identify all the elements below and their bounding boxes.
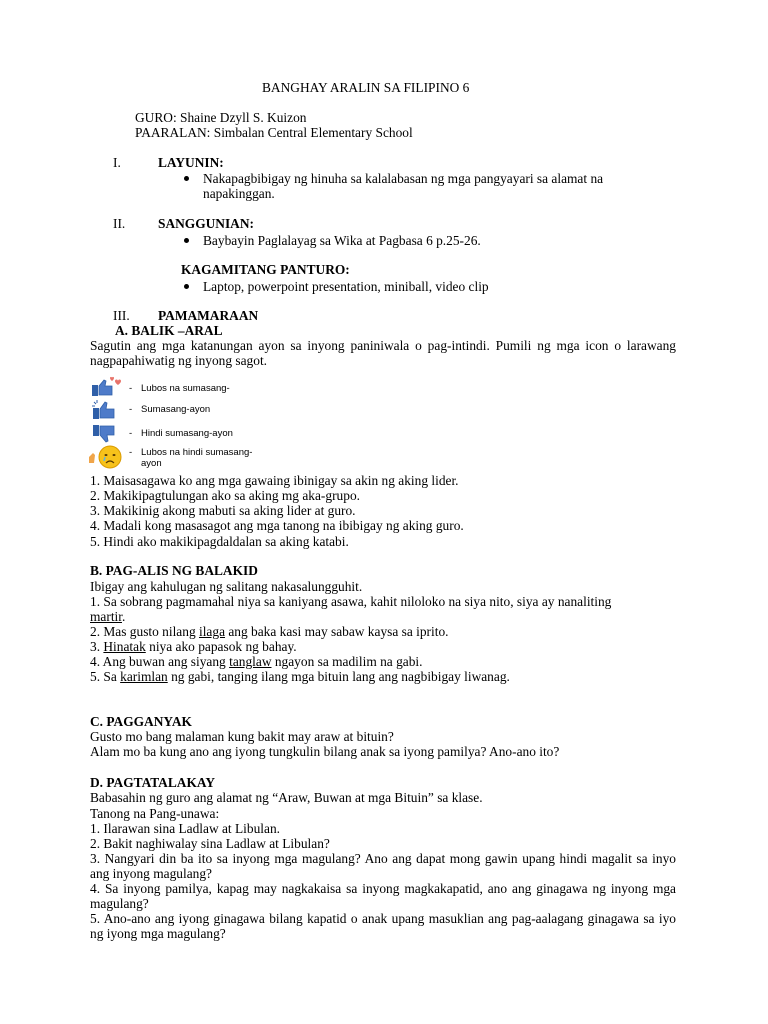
list-item: 5. Hindi ako makikipagdaldalan sa aking katabi. xyxy=(90,534,349,549)
thumbs-up-hearts-icon xyxy=(91,376,125,398)
section-number: II. xyxy=(113,216,126,231)
bullet-icon xyxy=(184,238,189,243)
list-item-cont: martir. xyxy=(90,609,126,624)
list-item: 2. Bakit naghiwalay sina Ladlaw at Libulan? xyxy=(90,836,330,851)
school-line: PAARALAN: Simbalan Central Elementary School xyxy=(135,125,413,140)
objective-text-cont: napakinggan. xyxy=(203,186,275,201)
materials-text: Laptop, powerpoint presentation, miniball, video clip xyxy=(203,279,489,294)
section-heading-layunin: LAYUNIN: xyxy=(158,155,224,170)
list-item: 5. Sa karimlan ng gabi, tanging ilang mga bituin lang ang nagbibigay liwanag. xyxy=(90,669,510,684)
underlined-word: tanglaw xyxy=(229,654,272,669)
list-item: 1. Maisasagawa ko ang mga gawaing ibinigay sa akin ng aking lider. xyxy=(90,473,459,488)
legend-label-agree: Sumasang-ayon xyxy=(141,404,211,415)
legend-dash: - xyxy=(129,428,133,439)
reference-text: Baybayin Paglalayag sa Wika at Pagbasa 6 p.25-26. xyxy=(203,233,481,248)
section-heading-pamamaraan: PAMAMARAAN xyxy=(158,308,259,323)
questions-label: Tanong na Pang-unawa: xyxy=(90,806,220,821)
thumbs-up-icon xyxy=(91,399,121,421)
list-item: 3. Makikinig akong mabuti sa aking lider at guro. xyxy=(90,503,356,518)
subsection-heading-balik-aral: A. BALIK –ARAL xyxy=(115,323,223,338)
discussion-intro: Babasahin ng guro ang alamat ng “Araw, Buwan at mga Bituin” sa klase. xyxy=(90,790,483,805)
subsection-heading-pagtatalakay: D. PAGTATALAKAY xyxy=(90,775,215,790)
list-item: 4. Ang buwan ang siyang tanglaw ngayon sa madilim na gabi. xyxy=(90,654,423,669)
balakid-instruction: Ibigay ang kahulugan ng salitang nakasalungguhit. xyxy=(90,579,363,594)
section-heading-kagamitan: KAGAMITANG PANTURO: xyxy=(181,262,350,277)
subsection-heading-balakid: B. PAG-ALIS NG BALAKID xyxy=(90,563,258,578)
section-number: III. xyxy=(113,308,130,323)
list-item: 3. Hinatak niya ako papasok ng bahay. xyxy=(90,639,297,654)
motivation-question: Gusto mo bang malaman kung bakit may araw at bituin? xyxy=(90,729,394,744)
underlined-word: karimlan xyxy=(120,669,168,684)
document-title: BANGHAY ARALIN SA FILIPINO 6 xyxy=(262,80,470,95)
crying-face-icon xyxy=(86,443,126,471)
legend-label-strongly-disagree-cont: ayon xyxy=(141,458,162,469)
objective-text: Nakapagbibigay ng hinuha sa kalalabasan ng mga pangyayari sa alamat na xyxy=(203,171,604,186)
subsection-heading-pagganyak: C. PAGGANYAK xyxy=(90,714,192,729)
underlined-word: martir xyxy=(90,609,122,624)
bullet-icon xyxy=(184,284,189,289)
list-item: 2. Mas gusto nilang ilaga ang baka kasi may sabaw kaysa sa iprito. xyxy=(90,624,449,639)
motivation-question: Alam mo ba kung ano ang iyong tungkulin bilang anak sa iyong pamilya? Ano-ano ito? xyxy=(90,744,560,759)
bullet-icon xyxy=(184,176,189,181)
thumbs-down-icon xyxy=(92,423,122,445)
underlined-word: Hinatak xyxy=(103,639,146,654)
legend-label-strongly-disagree: Lubos na hindi sumasang- xyxy=(141,447,253,458)
legend-dash: - xyxy=(129,404,133,415)
list-item: 2. Makikipagtulungan ako sa aking mg aka-grupo. xyxy=(90,488,360,503)
list-item: 1. Sa sobrang pagmamahal niya sa kaniyang asawa, kahit niloloko na siya nito, siya ay nanaliting xyxy=(90,594,612,609)
section-number: I. xyxy=(113,155,121,170)
legend-dash: - xyxy=(129,383,133,394)
list-item: 5. Ano-ano ang iyong ginagawa bilang kapatid o anak upang masuklian ang pag-aalagang ginagawa sa iyo ng iyong mga magulang? xyxy=(90,911,676,941)
underlined-word: ilaga xyxy=(198,624,226,639)
teacher-line: GURO: Shaine Dzyll S. Kuizon xyxy=(135,110,307,125)
list-item: 3. Nangyari din ba ito sa inyong mga magulang? Ano ang dapat mong gawin upang hindi magalit sa inyo ang inyong magulang? xyxy=(90,851,676,881)
section-heading-sanggunian: SANGGUNIAN: xyxy=(158,216,254,231)
legend-label-strongly-agree: Lubos na sumasang- xyxy=(141,383,230,394)
balik-aral-instruction: Sagutin ang mga katanungan ayon sa inyong paniniwala o pag-intindi. Pumili ng mga icon o larawang nagpapahiwatig ng inyong sagot. xyxy=(90,338,676,368)
legend-label-disagree: Hindi sumasang-ayon xyxy=(141,428,233,439)
legend-dash: - xyxy=(129,447,133,458)
list-item: 4. Sa inyong pamilya, kapag may nagkakaisa sa inyong magkakapatid, ano ang ginagawa ng inyong mga magulang? xyxy=(90,881,676,911)
list-item: 4. Madali kong masasagot ang mga tanong na ibibigay ng aking guro. xyxy=(90,518,464,533)
list-item: 1. Ilarawan sina Ladlaw at Libulan. xyxy=(90,821,280,836)
